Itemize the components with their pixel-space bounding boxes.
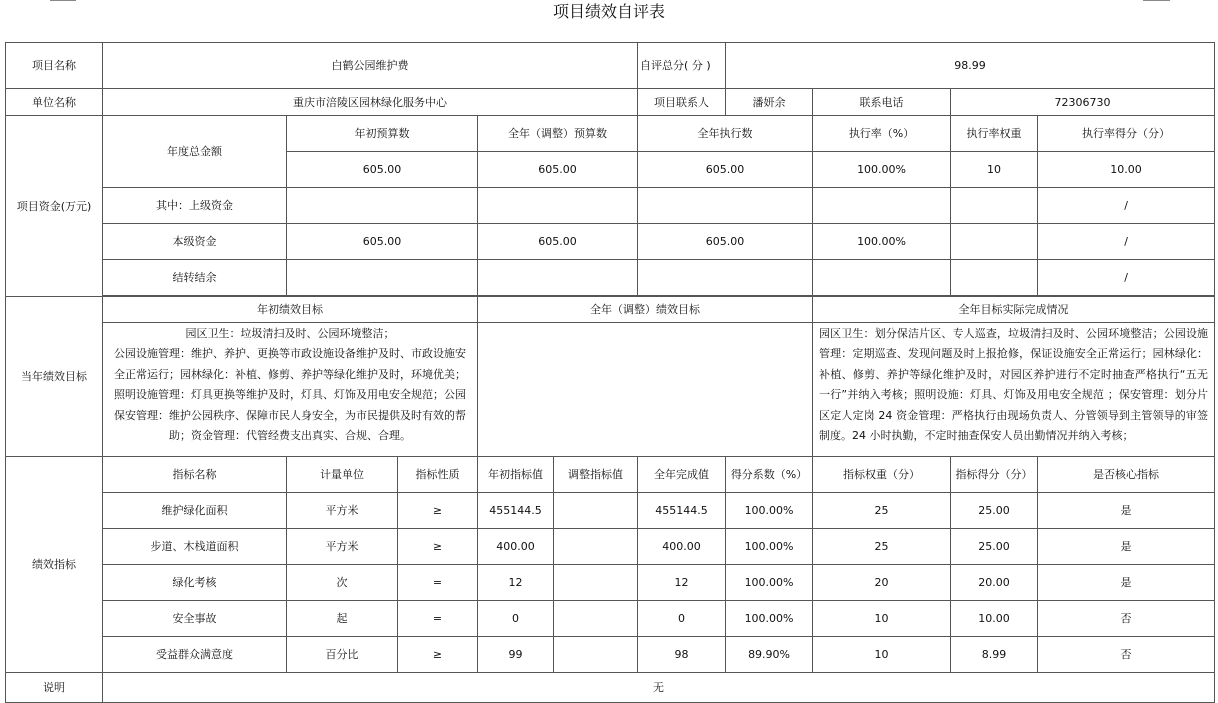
funds-local-row: [6, 224, 1215, 260]
funds-cell: /: [1038, 224, 1215, 260]
indicator-cell: 受益群众满意度: [103, 637, 287, 673]
indicator-cell: 10.00: [951, 601, 1038, 637]
indicator-cell: 20.00: [951, 565, 1038, 601]
funds-header-cell: 全年（调整）预算数: [478, 116, 638, 152]
funds-label: 项目资金(万元): [6, 116, 103, 297]
indicator-header-cell: 计量单位: [287, 457, 398, 493]
funds-cell: 605.00: [287, 152, 478, 188]
indicator-cell: 是: [1038, 565, 1215, 601]
indicator-cell: [554, 529, 638, 565]
funds-cell: 10.00: [1038, 152, 1215, 188]
indicator-cell: 100.00%: [726, 493, 813, 529]
note-row: [6, 673, 1215, 703]
indicator-row: [6, 601, 1215, 637]
actual-completion-text: 园区卫生：划分保洁片区、专人巡查，垃圾清扫及时、公园环境整洁；公园设施管理：定期巡查、发现问题及时上报抢修，保证设施安全正常运行；园林绿化：补植、修剪、养护等绿化维护及时，对园区养护进行不定时抽查严格执行“五无一行”并纳入考核；照明设施：灯具、灯饰及用电安全规范 ；保安管理：划分片区定人定岗 24 资金管理：严格执行由现场负责人、分管领导到主管领导的审签制度。24 小时执勤，不定时抽查保安人员出勤情况并纳入考核；: [813, 323, 1215, 457]
funds-cell: 605.00: [638, 152, 813, 188]
funds-cell: /: [1038, 188, 1215, 224]
indicator-header-cell: 是否核心指标: [1038, 457, 1215, 493]
funds-header-cell: 年初预算数: [287, 116, 478, 152]
indicator-cell: ≥: [398, 529, 478, 565]
unit-row: [6, 89, 1215, 116]
funds-cell: 100.00%: [813, 152, 951, 188]
project-name-label: 项目名称: [6, 43, 103, 89]
funds-header-cell: 执行率得分（分）: [1038, 116, 1215, 152]
page-title: 项目绩效自评表: [552, 2, 665, 21]
funds-cell: 605.00: [638, 224, 813, 260]
indicator-cell: 89.90%: [726, 637, 813, 673]
note-label: 说明: [6, 673, 103, 703]
funds-header-cell: 执行率权重: [951, 116, 1038, 152]
funds-cell: 605.00: [478, 152, 638, 188]
indicator-cell: =: [398, 601, 478, 637]
indicator-cell: ≥: [398, 637, 478, 673]
indicator-cell: 次: [287, 565, 398, 601]
indicator-cell: [554, 637, 638, 673]
indicator-cell: 否: [1038, 601, 1215, 637]
indicator-cell: 0: [478, 601, 554, 637]
project-name-value: 白鹤公园维护费: [103, 43, 638, 89]
funds-cell: /: [1038, 260, 1215, 296]
funds-cell: [638, 188, 813, 224]
indicator-cell: 25: [813, 493, 951, 529]
funds-cell: 605.00: [287, 224, 478, 260]
funds-cell: [951, 188, 1038, 224]
indicator-cell: 100.00%: [726, 565, 813, 601]
indicators-label: 绩效指标: [6, 457, 103, 673]
performance-table: [5, 42, 1215, 703]
funds-cell: [813, 188, 951, 224]
indicator-cell: 0: [638, 601, 726, 637]
annual-goals-label: 当年绩效目标: [6, 297, 103, 457]
carryover-label: 结转结余: [103, 260, 287, 296]
funds-cell: [478, 188, 638, 224]
indicator-header-cell: 得分系数（%）: [726, 457, 813, 493]
indicator-cell: =: [398, 565, 478, 601]
indicator-header-cell: 年初指标值: [478, 457, 554, 493]
indicator-header-cell: 全年完成值: [638, 457, 726, 493]
goals-content-row: [6, 323, 1215, 457]
local-funds-label: 本级资金: [103, 224, 287, 260]
indicator-cell: 98: [638, 637, 726, 673]
indicator-cell: 10: [813, 637, 951, 673]
indicator-cell: 是: [1038, 529, 1215, 565]
funds-cell: 10: [951, 152, 1038, 188]
funds-cell: 605.00: [478, 224, 638, 260]
funds-cell: [951, 260, 1038, 296]
funds-cell: [951, 224, 1038, 260]
funds-cell: 100.00%: [813, 224, 951, 260]
indicator-cell: 25.00: [951, 493, 1038, 529]
indicator-row: [6, 493, 1215, 529]
contact-person-label: 项目联系人: [638, 89, 726, 116]
self-score-value: 98.99: [726, 43, 1215, 89]
contact-phone-label: 联系电话: [813, 89, 951, 116]
funds-cell: [813, 260, 951, 296]
funds-header-cell: 执行率（%）: [813, 116, 951, 152]
contact-person-value: 潘妍余: [726, 89, 813, 116]
top-right-divider: [1143, 0, 1170, 1]
indicator-header-cell: 指标名称: [103, 457, 287, 493]
indicator-cell: 否: [1038, 637, 1215, 673]
indicator-cell: 百分比: [287, 637, 398, 673]
project-name-row: [6, 43, 1215, 89]
actual-completion-header: 全年目标实际完成情况: [813, 297, 1215, 323]
indicator-cell: 是: [1038, 493, 1215, 529]
funds-cell: [287, 260, 478, 296]
funds-header-cell: 全年执行数: [638, 116, 813, 152]
indicator-cell: 步道、木栈道面积: [103, 529, 287, 565]
indicator-cell: 平方米: [287, 529, 398, 565]
indicator-cell: 起: [287, 601, 398, 637]
unit-name-label: 单位名称: [6, 89, 103, 116]
unit-name-value: 重庆市涪陵区园林绿化服务中心: [103, 89, 638, 116]
indicator-row: [6, 565, 1215, 601]
indicator-row: [6, 529, 1215, 565]
indicator-header-cell: 调整指标值: [554, 457, 638, 493]
initial-goal-text: 园区卫生：垃圾清扫及时、公园环境整洁； 公园设施管理：维护、养护、更换等市政设施设备维护及时、市政设施安全正常运行；园林绿化：补植、修剪、养护等绿化维护及时，环境优美；照明设施管理：灯具更换等维护及时，灯具、灯饰及用电安全规范；公园保安管理：维护公园秩序、保障市民人身安全，为市民提供及时有效的帮助；资金管理：代管经费支出真实、合规、合理。: [103, 323, 478, 457]
funds-superior-row: [6, 188, 1215, 224]
initial-goal-header: 年初绩效目标: [103, 297, 478, 323]
note-value: 无: [103, 673, 1215, 703]
funds-cell: [478, 260, 638, 296]
adjusted-goal-text: [478, 323, 813, 457]
indicator-cell: 12: [638, 565, 726, 601]
indicator-cell: 400.00: [478, 529, 554, 565]
indicator-cell: 100.00%: [726, 601, 813, 637]
indicator-cell: 100.00%: [726, 529, 813, 565]
superior-funds-label: 其中：上级资金: [103, 188, 287, 224]
indicator-header-cell: 指标得分（分）: [951, 457, 1038, 493]
indicator-cell: [554, 493, 638, 529]
indicator-header-cell: 指标权重（分）: [813, 457, 951, 493]
funds-carryover-row: [6, 260, 1215, 296]
indicator-cell: 平方米: [287, 493, 398, 529]
indicator-cell: [554, 601, 638, 637]
year-total-label: 年度总金额: [103, 116, 287, 188]
indicator-cell: 12: [478, 565, 554, 601]
indicator-cell: 绿化考核: [103, 565, 287, 601]
self-score-label: 自评总分( 分 ): [638, 43, 726, 89]
indicator-cell: [554, 565, 638, 601]
indicator-cell: 8.99: [951, 637, 1038, 673]
indicator-cell: 维护绿化面积: [103, 493, 287, 529]
indicator-cell: 10: [813, 601, 951, 637]
indicator-cell: ≥: [398, 493, 478, 529]
indicators-header-row: [6, 457, 1215, 493]
adjusted-goal-header: 全年（调整）绩效目标: [478, 297, 813, 323]
funds-cell: [638, 260, 813, 296]
indicator-cell: 20: [813, 565, 951, 601]
indicator-cell: 455144.5: [638, 493, 726, 529]
indicator-cell: 400.00: [638, 529, 726, 565]
indicator-cell: 安全事故: [103, 601, 287, 637]
goals-header-row: [6, 297, 1215, 323]
indicator-cell: 25.00: [951, 529, 1038, 565]
indicator-header-cell: 指标性质: [398, 457, 478, 493]
indicator-row: [6, 637, 1215, 673]
funds-header-row: [6, 116, 1215, 152]
indicator-cell: 25: [813, 529, 951, 565]
funds-cell: [287, 188, 478, 224]
indicator-cell: 455144.5: [478, 493, 554, 529]
contact-phone-value: 72306730: [951, 89, 1215, 116]
top-left-divider: [50, 0, 76, 1]
indicator-cell: 99: [478, 637, 554, 673]
